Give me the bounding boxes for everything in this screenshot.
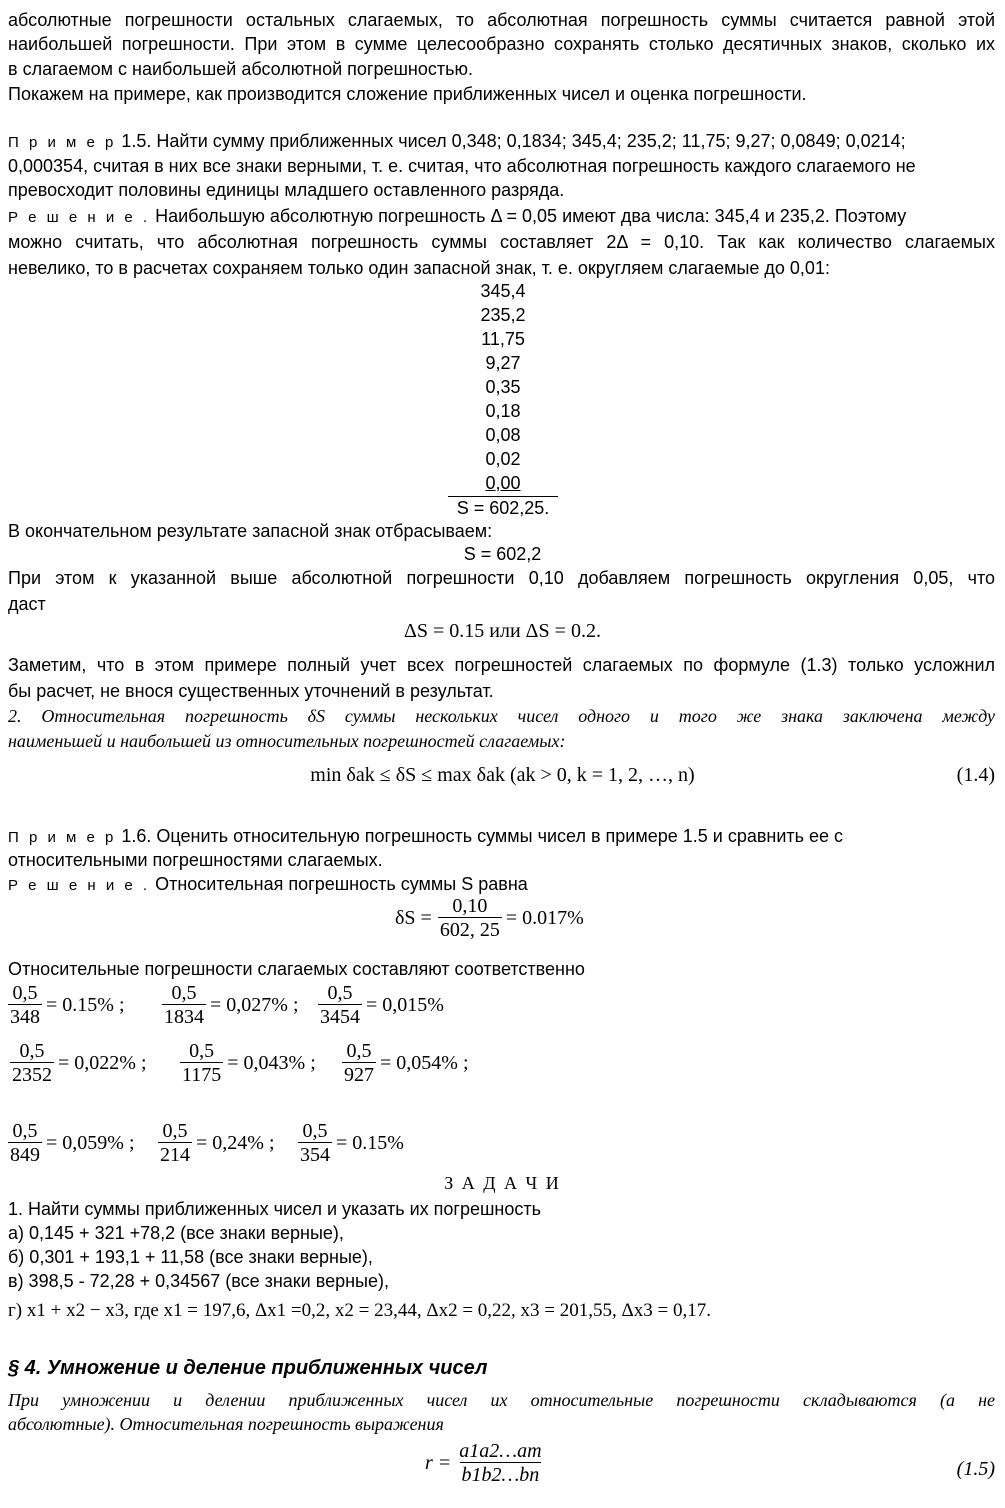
relative-error-fraction	[8, 1120, 135, 1167]
solution-1-5-line-3: невелико, то в расчетах сохраняем только один запасной знак, т. е. округляем слагаемые до 0,01:	[8, 258, 830, 278]
fraction-value: = 0,24% ;	[196, 1132, 275, 1154]
fraction	[318, 982, 362, 1029]
equation-number-1-5: (1.5)	[956, 1458, 995, 1480]
fraction-denominator: 927	[344, 1064, 374, 1086]
fraction-denominator: 602, 25	[439, 919, 500, 941]
solution-1-5-line-1: Наибольшую абсолютную погрешность Δ = 0,05 имеют два числа: 345,4 и 235,2. Поэтому	[155, 206, 907, 226]
relative-error-fraction	[158, 1120, 275, 1167]
example-label: П р и м е р	[8, 829, 117, 846]
addend-value: 0,08	[485, 425, 521, 445]
formula-1-4: min δak ≤ δS ≤ max δak (ak > 0, k = 1, 2, …, n)	[310, 764, 695, 786]
delta-s-fraction	[395, 895, 584, 942]
relative-error-fraction	[10, 1040, 147, 1087]
addend-value: 0,02	[485, 449, 521, 469]
solution-1-6	[8, 873, 528, 897]
fraction-denominator: 3454	[320, 1006, 360, 1028]
example-1-5-line-3: превосходит половины единицы младшего оставленного разряда.	[8, 180, 565, 200]
rule-2-line-2: наименьшей и наибольшей из относительных погрешностей слагаемых:	[8, 731, 566, 751]
relative-errors-text: Относительные погрешности слагаемых составляют соответственно	[8, 959, 585, 979]
fraction-numerator: 0,5	[162, 1120, 188, 1142]
intro-line-4: Покажем на примере, как производится сложение приближенных чисел и оценка погрешности.	[8, 84, 807, 104]
fraction-denominator: 214	[160, 1144, 190, 1166]
error-line-2: даст	[8, 594, 46, 614]
note-line-1: Заметим, что в этом примере полный учет всех погрешностей слагаемых по формуле (1.3) только усложнил	[8, 655, 995, 675]
tasks-heading: З А Д А Ч И	[444, 1173, 561, 1193]
note-line-2: бы расчет, не внося существенных уточнений в результат.	[8, 681, 494, 701]
addend-value: 0,18	[485, 401, 521, 421]
fraction-value: = 0,059% ;	[46, 1132, 135, 1154]
delta-s-lhs: δS =	[395, 907, 432, 929]
fraction-denominator: 354	[300, 1144, 330, 1166]
relative-error-fraction	[8, 982, 125, 1029]
final-text: В окончательном результате запасной знак отбрасываем:	[8, 521, 493, 541]
fraction	[342, 1040, 376, 1087]
addend-value: 345,4	[480, 281, 526, 301]
section-4-line-1: При умножении и делении приближенных чисел их относительные погрешности складываются (а не	[8, 1390, 995, 1410]
fraction	[162, 982, 206, 1029]
fraction-denominator: 2352	[12, 1064, 52, 1086]
task-1c: в) 398,5 - 72,28 + 0,34567 (все знаки верные),	[8, 1271, 389, 1291]
example-1-5-line-1: 1.5. Найти сумму приближенных чисел 0,348; 0,1834; 345,4; 235,2; 11,75; 9,27; 0,0849; 0,0214;	[121, 131, 906, 151]
fraction-numerator: 0,10	[452, 895, 488, 917]
fraction-denominator: 348	[10, 1006, 40, 1028]
addend-value: 9,27	[485, 353, 521, 373]
delta-s-text: ΔS = 0.15 или ΔS = 0.2.	[404, 620, 601, 642]
fraction-value: = 0,022% ;	[58, 1052, 147, 1074]
fraction-value: = 0.15%	[336, 1132, 404, 1154]
delta-s-equation	[0, 620, 1005, 643]
fraction-numerator: 0,5	[346, 1040, 372, 1062]
fraction-numerator: 0,5	[302, 1120, 328, 1142]
solution-1-5-line-2: можно считать, что абсолютная погрешность суммы составляет 2Δ = 0,10. Так как количество слагаемых	[8, 232, 995, 252]
solution-1-5	[8, 205, 906, 229]
example-1-6	[8, 825, 995, 849]
equation-number-1-4: (1.4)	[956, 764, 995, 786]
solution-1-6-line-1: Относительная погрешность суммы S равна	[155, 874, 528, 894]
example-1-6-line-2: относительными погрешностями слагаемых.	[8, 850, 383, 870]
fraction	[8, 1120, 42, 1167]
fraction-numerator: 0,5	[19, 1040, 45, 1062]
section-4-line-2: абсолютные). Относительная погрешность выражения	[8, 1414, 444, 1434]
fraction	[438, 895, 502, 942]
relative-error-fraction	[180, 1040, 316, 1087]
example-1-6-line-1: 1.6. Оценить относительную погрешность суммы чисел в примере 1.5 и сравнить ее с	[121, 826, 844, 846]
fraction	[180, 1040, 223, 1087]
fraction	[298, 1120, 332, 1167]
formula-1-5-lhs: r =	[425, 1452, 452, 1474]
example-1-5	[8, 130, 906, 154]
solution-label: Р е ш е н и е .	[8, 877, 151, 894]
intro-line-2: наибольшей погрешности. При этом в сумме целесообразно сохранять столько десятичных знаков, сколько их	[8, 34, 995, 54]
fraction	[457, 1440, 543, 1487]
intro-line-1: абсолютные погрешности остальных слагаемых, то абсолютная погрешность суммы считается равной этой	[8, 10, 995, 30]
fraction	[158, 1120, 192, 1167]
fraction-numerator: 0,5	[327, 982, 353, 1004]
fraction-numerator: 0,5	[12, 1120, 38, 1142]
fraction	[8, 982, 42, 1029]
fraction-denominator: 1175	[182, 1064, 222, 1086]
rule-2-line-1: 2. Относительная погрешность δS суммы нескольких чисел одного и того же знака заключена между	[8, 706, 995, 726]
fraction-numerator: 0,5	[189, 1040, 215, 1062]
sum-result: S = 602,25.	[448, 496, 558, 519]
fraction-value: = 0,027% ;	[210, 994, 299, 1016]
formula-1-5	[425, 1440, 548, 1487]
section-4-heading: § 4. Умножение и деление приближенных чисел	[8, 1357, 488, 1379]
fraction-value: = 0.15% ;	[46, 994, 125, 1016]
relative-error-fraction	[342, 1040, 469, 1087]
fraction	[10, 1040, 54, 1087]
relative-error-fraction	[318, 982, 444, 1029]
fraction-value: = 0,054% ;	[380, 1052, 469, 1074]
example-label: П р и м е р	[8, 134, 117, 151]
solution-label: Р е ш е н и е .	[8, 209, 151, 226]
fraction-numerator: a1a2…am	[459, 1440, 542, 1462]
example-1-5-line-2: 0,000354, считая в них все знаки верными, т. е. считая, что абсолютная погрешность каждого слагаемого не	[8, 156, 916, 176]
fraction-numerator: 0,5	[171, 982, 197, 1004]
task-1: 1. Найти суммы приближенных чисел и указать их погрешность	[8, 1199, 541, 1219]
addend-value: 0,00	[485, 473, 521, 493]
fraction-denominator: 1834	[164, 1006, 204, 1028]
relative-error-fraction	[162, 982, 299, 1029]
fraction-numerator: 0,5	[12, 982, 38, 1004]
addend-value: 0,35	[485, 377, 521, 397]
final-sum: S = 602,2	[463, 544, 542, 564]
error-line-1: При этом к указанной выше абсолютной погрешности 0,10 добавляем погрешность округления 0,05, что	[8, 568, 995, 588]
fraction-value: = 0,043% ;	[227, 1052, 316, 1074]
addend-value: 11,75	[481, 329, 525, 349]
delta-s-rhs: = 0.017%	[505, 907, 584, 929]
relative-error-fraction	[298, 1120, 404, 1167]
fraction-denominator: 849	[10, 1144, 40, 1166]
task-1a: а) 0,145 + 321 +78,2 (все знаки верные),	[8, 1223, 344, 1243]
task-1b: б) 0,301 + 193,1 + 11,58 (все знаки верные),	[8, 1247, 373, 1267]
intro-line-3: в слагаемом с наибольшей абсолютной погрешностью.	[8, 59, 474, 79]
fraction-denominator: b1b2…bn	[461, 1464, 540, 1486]
addend-value: 235,2	[480, 305, 526, 325]
task-1d: г) x1 + x2 − x3, где x1 = 197,6, Δx1 =0,2, x2 = 23,44, Δx2 = 0,22, x3 = 201,55, Δx3 = 0,17.	[8, 1300, 711, 1321]
fraction-value: = 0,015%	[366, 994, 444, 1016]
